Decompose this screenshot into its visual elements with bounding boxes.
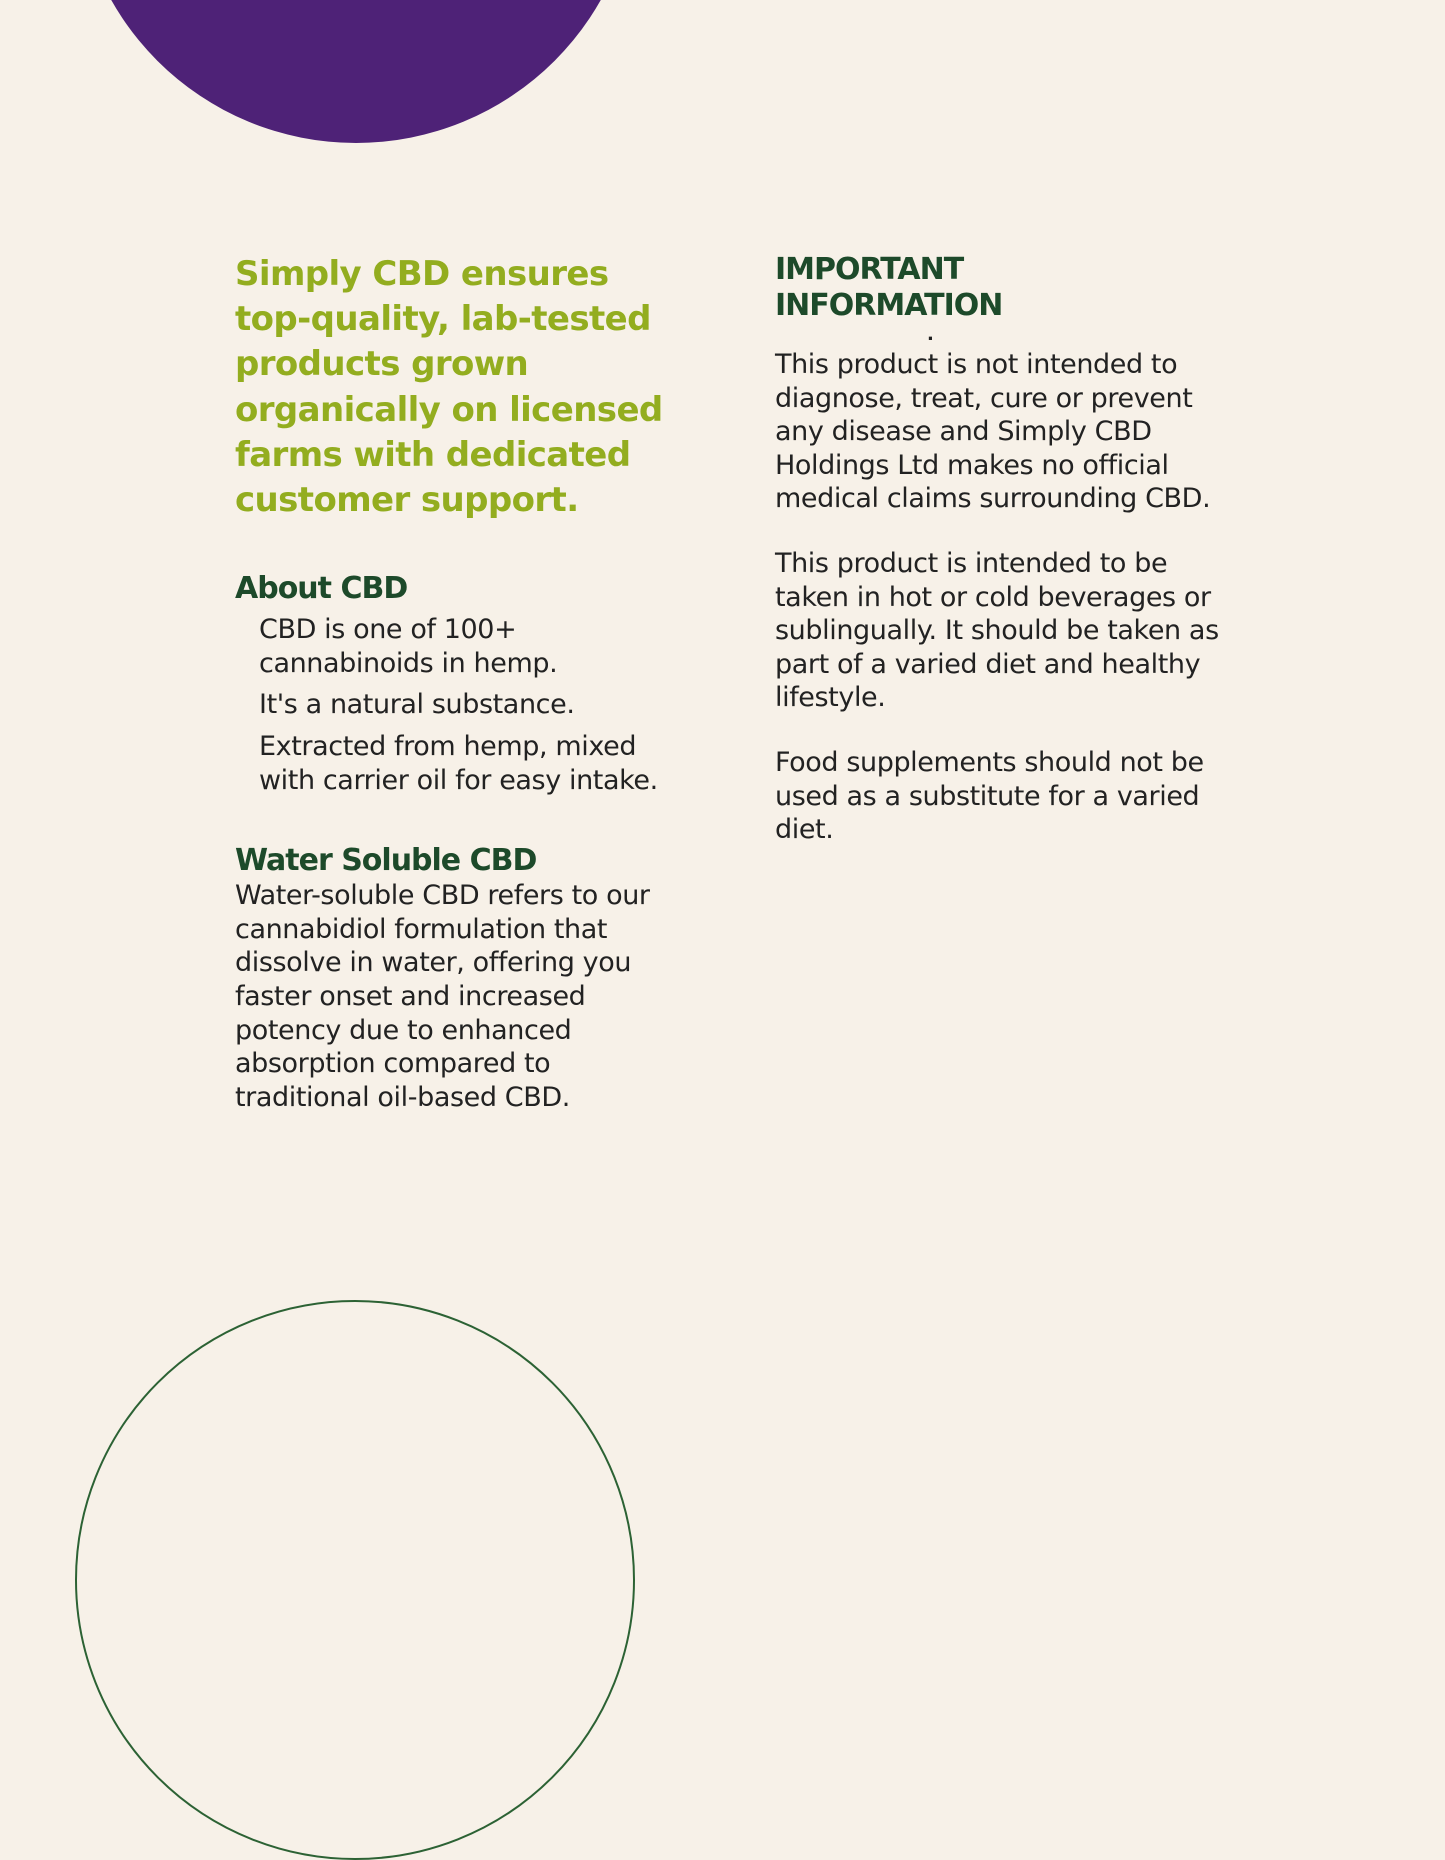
left-column (235, 252, 685, 1114)
purple-circle-decoration (75, 0, 637, 143)
list-item: Extracted from hemp, mixed with carrier oil for easy intake. (259, 731, 658, 796)
list-item: CBD is one of 100+ cannabinoids in hemp. (259, 614, 558, 679)
supplement-paragraph: Food supplements should not be used as a substitute for a varied diet. (775, 746, 1204, 846)
usage-paragraph: This product is intended to be taken in hot or cold beverages or sublingually. It should be taken as part of a varied diet and healthy lifestyle. (775, 547, 1219, 714)
water-soluble-text: Water-soluble CBD refers to our cannabidiol formulation that dissolve in water, offering you faster onset and increased potency due to enhanced absorption compared to traditional oil-based CBD. (235, 880, 650, 1113)
water-soluble-heading: Water Soluble CBD (235, 843, 537, 879)
disclaimer-paragraph: This product is not intended to diagnose, treat, cure or prevent any disease and Simply CBD Holdings Ltd makes no official medical claims surrounding CBD. (775, 349, 1211, 515)
brand-tagline: Simply CBD ensures top-quality, lab-tested products grown organically on licensed farms with dedicated customer support. (235, 254, 663, 521)
list-item: It's a natural substance. (259, 689, 575, 721)
about-cbd-list (235, 613, 685, 797)
right-column (775, 252, 1235, 878)
important-information-heading: IMPORTANT INFORMATION (775, 252, 1003, 323)
green-outline-circle-decoration (75, 1300, 635, 1860)
separator-dot: . (927, 324, 934, 345)
about-cbd-heading: About CBD (235, 571, 408, 607)
